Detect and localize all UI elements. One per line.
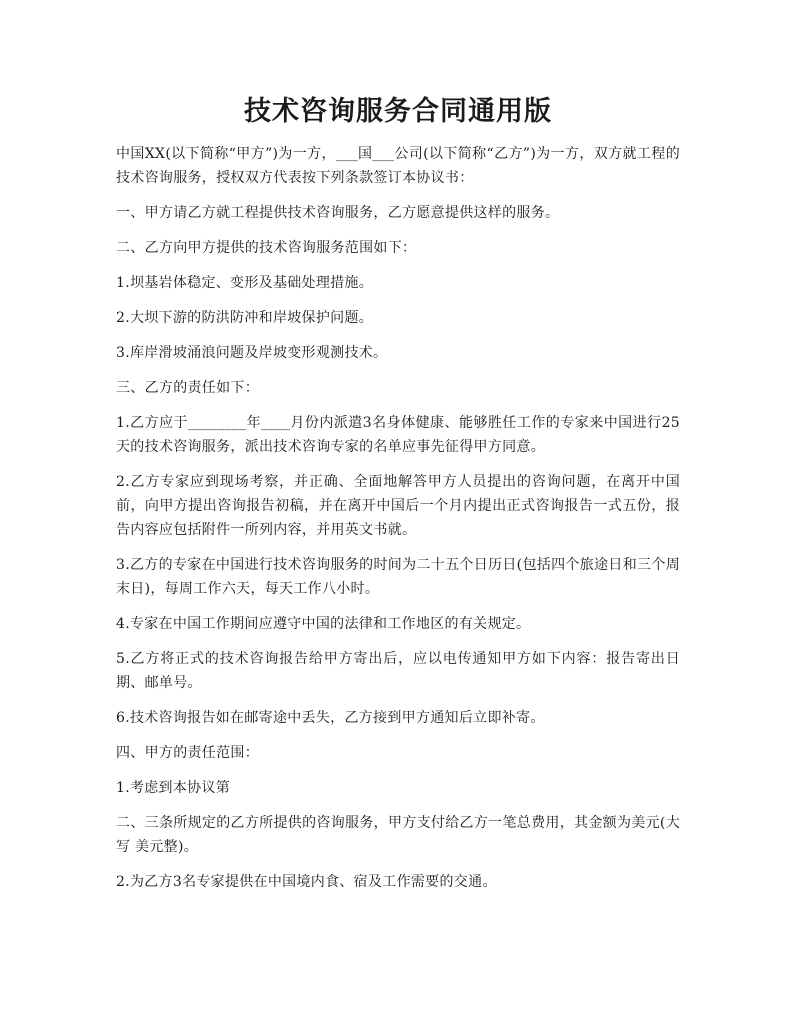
paragraph-scope-item-1: 1.坝基岩体稳定、变形及基础处理措施。 [116,275,374,291]
paragraph-duty-item-2: 2.乙方专家应到现场考察，并正确、全面地解答甲方人员提出的咨询问题，在离开中国前，向甲方提出咨询报告初稿，并在离开中国后一个月内提出正式咨询报告一式五份，报告内容应包括附件一所列内容，并用英文书就。 [116,474,680,538]
paragraph-duty-item-1: 1.乙方应于________年____月份内派遣3名身体健康、能够胜任工作的专家来中国进行25天的技术咨询服务，派出技术咨询专家的名单应事先征得甲方同意。 [116,415,680,455]
paragraph-fee-clause: 二、三条所规定的乙方所提供的咨询服务，甲方支付给乙方一笔总费用，其金额为美元(大写 美元整)。 [116,815,680,855]
paragraph-duty-item-4: 4.专家在中国工作期间应遵守中国的法律和工作地区的有关规定。 [116,616,531,632]
paragraph-clause-1: 一、甲方请乙方就工程提供技术咨询服务，乙方愿意提供这样的服务。 [116,205,560,221]
paragraph-clause-2-heading: 二、乙方向甲方提供的技术咨询服务范围如下： [116,240,417,256]
paragraph-party-a-item-2: 2.为乙方3名专家提供在中国境内食、宿及工作需要的交通。 [116,874,497,890]
paragraph-duty-item-3: 3.乙方的专家在中国进行技术咨询服务的时间为二十五个日历日(包括四个旅途日和三个周末日)，每周工作六天，每天工作八小时。 [116,557,680,597]
paragraph-clause-3-heading: 三、乙方的责任如下： [116,380,259,396]
paragraph-duty-item-5: 5.乙方将正式的技术咨询报告给甲方寄出后，应以电传通知甲方如下内容：报告寄出日期、邮单号。 [116,651,680,691]
paragraph-duty-item-6: 6.技术咨询报告如在邮寄途中丢失，乙方接到甲方通知后立即补寄。 [116,710,545,726]
paragraph-preamble: 中国XX(以下简称“甲方”)为一方，___国___公司(以下简称“乙方”)为一方，双方就工程的技术咨询服务，授权双方代表按下列条款签订本协议书： [116,146,680,186]
paragraph-scope-item-3: 3.库岸滑坡涌浪问题及岸坡变形观测技术。 [116,345,388,361]
paragraph-party-a-item-1: 1.考虑到本协议第 [116,780,231,796]
document-title: 技术咨询服务合同通用版 [244,96,552,127]
paragraph-clause-4-heading: 四、甲方的责任范围： [116,745,259,761]
paragraph-scope-item-2: 2.大坝下游的防洪防冲和岸坡保护问题。 [116,310,374,326]
